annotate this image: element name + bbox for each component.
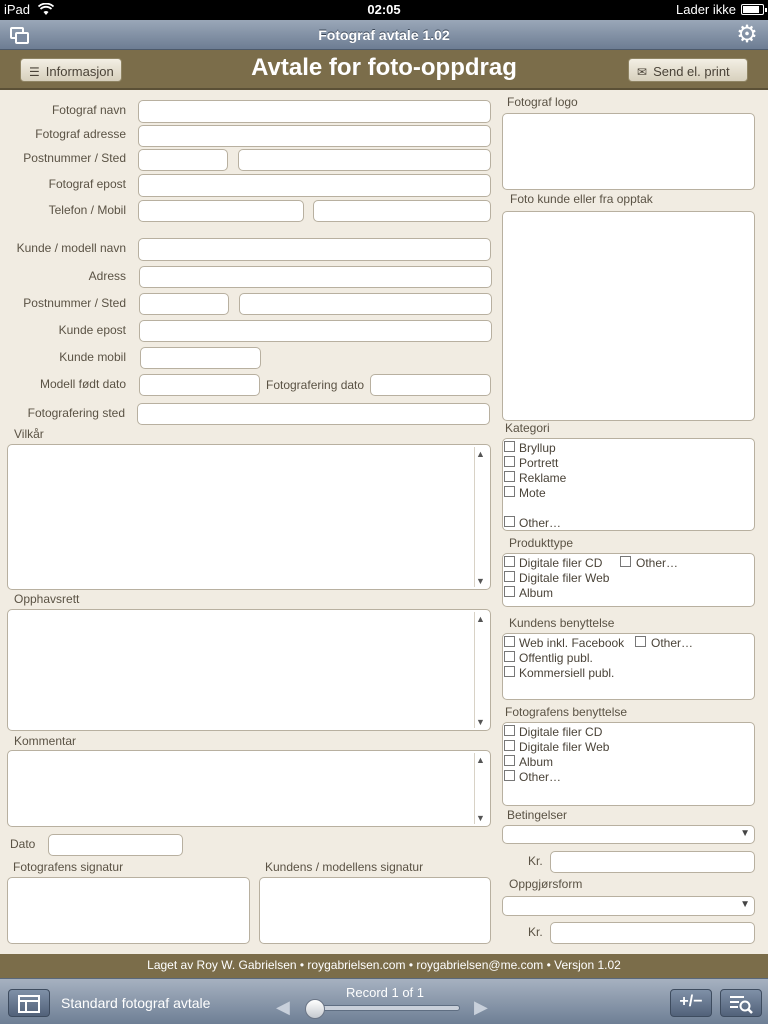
clock: 02:05 [367, 2, 401, 17]
send-print-button[interactable] [628, 58, 748, 82]
label-fotografens-signatur: Fotografens signatur [13, 860, 124, 874]
produkttype-option: Album [519, 586, 554, 600]
form-header [0, 50, 768, 90]
checkbox-digitale-web[interactable] [504, 571, 515, 582]
previous-record-icon[interactable]: ◀ [276, 997, 290, 1017]
kundens-benyttelse-option: Offentlig publ. [519, 651, 593, 665]
label-opphavsrett: Opphavsrett [14, 592, 80, 606]
send-print-label: Send el. print [653, 64, 730, 79]
dropdown-caret-icon: ▼ [740, 828, 750, 839]
gear-icon[interactable]: ⚙ [736, 21, 758, 48]
produkttype-option: Digitale filer Web [519, 571, 610, 585]
checkbox-fb-digitale-cd[interactable] [504, 725, 515, 736]
kundens-benyttelse-option: Web inkl. Facebook [519, 636, 625, 650]
scroll-up-icon[interactable]: ▲ [476, 449, 485, 459]
dato-field[interactable] [48, 834, 183, 856]
label-modell-fodt-dato: Modell født dato [39, 377, 126, 391]
label-oppgjorsform: Oppgjørsform [509, 877, 583, 891]
kategori-option: Other… [519, 516, 562, 530]
layout-icon [17, 994, 41, 1014]
scroll-down-icon[interactable]: ▼ [476, 576, 485, 586]
fotografering-dato-field[interactable] [370, 374, 491, 396]
dropdown-caret-icon: ▼ [740, 899, 750, 910]
label-kategori: Kategori [505, 421, 550, 435]
label-oppgjorsform-kr: Kr. [528, 925, 543, 939]
scrollbar[interactable] [474, 447, 488, 587]
layouts-button[interactable] [8, 989, 50, 1017]
carrier-label: iPad [4, 2, 31, 17]
app-title-bar [0, 20, 768, 50]
label-fotografens-benyttelse: Fotografens benyttelse [505, 705, 628, 719]
label-kundens-benyttelse: Kundens benyttelse [509, 616, 615, 630]
checkbox-offentlig-publ[interactable] [504, 651, 515, 662]
opphavsrett-textarea[interactable] [7, 609, 491, 731]
scrollbar[interactable] [474, 612, 488, 728]
battery-icon [741, 4, 764, 15]
foto-kunde-field[interactable] [502, 211, 755, 421]
checkbox-portrett[interactable] [504, 456, 515, 467]
checkbox-produkttype-other[interactable] [620, 556, 631, 567]
kunde-postnummer-field[interactable] [139, 293, 229, 315]
checkbox-fb-album[interactable] [504, 755, 515, 766]
page-title: Avtale for foto-oppdrag [251, 54, 517, 81]
slider-knob[interactable] [305, 999, 325, 1019]
find-button[interactable] [720, 989, 762, 1017]
label-telefon-mobil: Telefon / Mobil [48, 203, 126, 217]
checkbox-kommersiell-publ[interactable] [504, 666, 515, 677]
fotografens-signatur-field[interactable] [7, 877, 250, 944]
search-icon [728, 993, 754, 1015]
kundens-signatur-field[interactable] [259, 877, 491, 944]
label-dato: Dato [10, 837, 36, 851]
label-fotograf-navn: Fotograf navn [51, 103, 126, 117]
oppgjorsform-dropdown[interactable] [502, 896, 755, 916]
kundens-benyttelse-option: Other… [651, 636, 694, 650]
label-kundens-signatur: Kundens / modellens signatur [265, 860, 424, 874]
label-kunde-modell-navn: Kunde / modell navn [16, 241, 126, 255]
fotografens-benyttelse-option: Digitale filer Web [519, 740, 610, 754]
kategori-option: Bryllup [519, 441, 556, 455]
next-record-icon[interactable]: ▶ [474, 997, 488, 1017]
charging-status: Lader ikke [676, 2, 736, 17]
info-button-label: Informasjon [45, 64, 114, 79]
kundens-benyttelse-option: Kommersiell publ. [519, 666, 615, 680]
app-title: Fotograf avtale 1.02 [318, 27, 450, 43]
ios-status-bar [0, 0, 768, 20]
fotograf-adresse-field[interactable] [138, 125, 491, 147]
label-fotograf-logo: Fotograf logo [507, 95, 578, 109]
kategori-option: Reklame [519, 471, 567, 485]
bottom-toolbar [0, 978, 768, 1024]
fotografering-sted-field[interactable] [137, 403, 490, 425]
scroll-up-icon[interactable]: ▲ [476, 755, 485, 765]
label-betingelser: Betingelser [507, 808, 568, 822]
credits-footer: Laget av Roy W. Gabrielsen • roygabrielsen.com • roygabrielsen@me.com • Versjon 1.02 [0, 954, 768, 978]
produkttype-option: Other… [636, 556, 679, 570]
label-kunde-epost: Kunde epost [58, 323, 126, 337]
fotograf-navn-field[interactable] [138, 100, 491, 123]
fotograf-postnummer-field[interactable] [138, 149, 228, 171]
scrollbar[interactable] [474, 753, 488, 824]
kategori-option: Portrett [519, 456, 559, 470]
label-adress: Adress [88, 269, 126, 283]
vilkar-textarea[interactable] [7, 444, 491, 590]
scroll-down-icon[interactable]: ▼ [476, 717, 485, 727]
label-vilkar: Vilkår [14, 427, 44, 441]
label-kommentar: Kommentar [14, 734, 77, 748]
kategori-option: Mote [519, 486, 546, 500]
fotograf-logo-field[interactable] [502, 113, 755, 190]
fotograf-sted-field[interactable] [238, 149, 491, 171]
kunde-epost-field[interactable] [139, 320, 492, 342]
fotografens-benyttelse-option: Digitale filer CD [519, 725, 603, 739]
checkbox-reklame[interactable] [504, 471, 515, 482]
fotografens-benyttelse-option: Other… [519, 770, 562, 784]
checkbox-digitale-cd[interactable] [504, 556, 515, 567]
checkbox-fb-digitale-web[interactable] [504, 740, 515, 751]
produkttype-option: Digitale filer CD [519, 556, 603, 570]
fotografens-benyttelse-option: Album [519, 755, 554, 769]
kunde-sted-field[interactable] [239, 293, 492, 315]
betingelser-kr-field[interactable] [550, 851, 755, 873]
label-fotograf-adresse: Fotograf adresse [35, 127, 126, 141]
record-slider[interactable] [306, 1005, 460, 1011]
label-fotograf-epost: Fotograf epost [48, 177, 126, 191]
betingelser-dropdown[interactable] [502, 825, 755, 844]
kunde-mobil-field[interactable] [140, 347, 261, 369]
label-fotografering-sted: Fotografering sted [27, 406, 125, 420]
scroll-up-icon[interactable]: ▲ [476, 614, 485, 624]
battery-level [743, 6, 759, 13]
mobil-field[interactable] [313, 200, 491, 222]
layout-name: Standard fotograf avtale [61, 995, 211, 1011]
list-icon: ☰ [29, 65, 40, 79]
checkbox-album[interactable] [504, 586, 515, 597]
scroll-down-icon[interactable]: ▼ [476, 813, 485, 823]
label-postnummer-sted-2: Postnummer / Sted [23, 296, 126, 310]
checkbox-kundens-other[interactable] [635, 636, 646, 647]
add-delete-record-button[interactable]: +/− [670, 989, 712, 1017]
telefon-field[interactable] [138, 200, 304, 222]
kunde-adress-field[interactable] [139, 266, 492, 288]
envelope-icon: ✉ [637, 65, 648, 79]
label-betingelser-kr: Kr. [528, 854, 543, 868]
label-kunde-mobil: Kunde mobil [59, 350, 126, 364]
label-fotografering-dato: Fotografering dato [266, 378, 365, 392]
label-produkttype: Produkttype [509, 536, 574, 550]
label-postnummer-sted-1: Postnummer / Sted [23, 151, 126, 165]
record-counter: Record 1 of 1 [345, 985, 425, 1000]
checkbox-web-facebook[interactable] [504, 636, 515, 647]
checkbox-kategori-other[interactable] [504, 516, 515, 527]
checkbox-bryllup[interactable] [504, 441, 515, 452]
fotograf-epost-field[interactable] [138, 174, 491, 197]
checkbox-mote[interactable] [504, 486, 515, 497]
label-foto-kunde: Foto kunde eller fra opptak [510, 192, 653, 206]
checkbox-fb-other[interactable] [504, 770, 515, 781]
modell-fodt-dato-field[interactable] [139, 374, 260, 396]
kommentar-textarea[interactable] [7, 750, 491, 827]
oppgjorsform-kr-field[interactable] [550, 922, 755, 944]
kunde-modell-navn-field[interactable] [138, 238, 491, 261]
